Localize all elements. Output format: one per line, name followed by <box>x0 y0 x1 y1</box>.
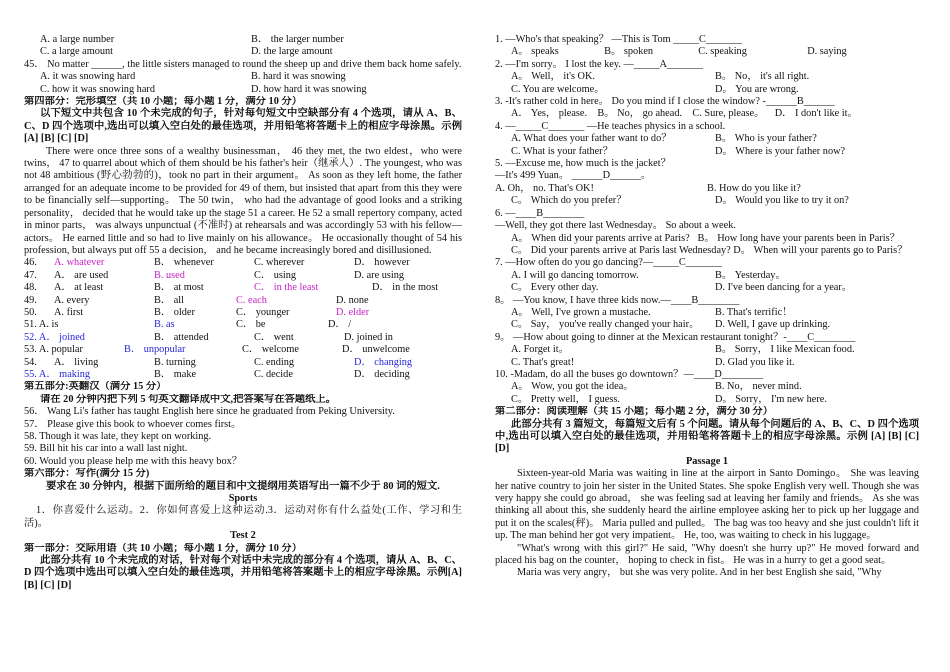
option-c: C。 Which do you prefer？ <box>511 195 627 207</box>
right-column <box>495 34 919 580</box>
translation-58: 58. Though it was late, they kept on working. <box>24 431 212 442</box>
option-a: A。 Well， it's OK. <box>511 71 595 83</box>
option-c: C． went <box>254 331 294 343</box>
option: A. a large number <box>40 34 115 45</box>
option-d: D. saying <box>807 46 847 58</box>
option-d: D. I've been dancing for a year。 <box>715 282 853 294</box>
option-a: A． Yes， please. <box>511 108 588 120</box>
option-a: A。 Wow, you got the idea。 <box>511 381 634 393</box>
passage-paragraph-3: Maria was very angry， but she was very polite. And in her best English she said, "Why <box>517 567 882 579</box>
cloze-options-53 <box>24 344 462 356</box>
dialogue-10-options-row1 <box>495 381 919 393</box>
option-a: A． at least <box>54 282 104 294</box>
dialogue-8-options-row1 <box>495 307 919 319</box>
option-a: A. Forget it。 <box>511 344 569 356</box>
option-d: D． however <box>354 257 410 269</box>
option-c: C。 Say， you've really changed your hair。 <box>511 319 700 331</box>
option-b: B。 Sorry， I like Mexican food. <box>715 344 855 356</box>
q-number: 46. <box>24 257 37 269</box>
option-c: C. What is your father？ <box>511 145 613 157</box>
option: D. the large amount <box>251 46 333 58</box>
dialogue-1-stem: 1. —Who's that speaking？ —This is Tom _____C_______ <box>495 34 742 45</box>
option-d: D． changing <box>354 356 413 368</box>
option-c: C. decide <box>254 368 293 380</box>
dialogue-5-options-row2 <box>495 195 919 207</box>
dialogue-4-options-row2 <box>495 146 919 158</box>
dialogue-7-stem: 7. —How often do you go dancing?—_____C_______ <box>495 257 722 269</box>
option-b: B。 No， it's all right. <box>715 71 810 83</box>
q44-options-row2 <box>24 46 462 58</box>
dialogue-5-options-row1 <box>495 183 919 195</box>
option-d: D。 Would you like to try it on? <box>715 195 849 207</box>
translation-56: 56． Wang Li's father has taught English here since he graduated from Peking University. <box>24 406 395 418</box>
q45-options-row1 <box>24 71 462 83</box>
cloze-options-51 <box>24 319 462 331</box>
dialogue-7-options-row1 <box>495 270 919 282</box>
q44-options-row1 <box>24 34 462 46</box>
translation-59: 59. Bill hit his car into a wall last night. <box>24 443 188 455</box>
q45-options-row2 <box>24 84 462 96</box>
option-a: A. every <box>54 294 90 306</box>
option: B. hard it was snowing <box>251 71 346 83</box>
t2-part1-title: 第一部分：交际用语（共 10 小题；每小题 1 分，满分 10 分） <box>24 542 303 554</box>
part6-title: 第六部分：写作(满分 15 分) <box>24 468 150 480</box>
option-d: D. none <box>336 294 369 306</box>
dialogue-10-options-row2 <box>495 394 919 406</box>
option-a: A. first <box>54 306 84 318</box>
option-a: A。 When did your parents arrive at Paris? <box>511 232 690 244</box>
option-a: A． are used <box>54 269 109 281</box>
option-a: A. I will go dancing tomorrow. <box>511 269 639 281</box>
dialogue-3-stem: 3. -It's rather cold in here。 Do you mind if I close the window? -______B______ <box>495 96 835 108</box>
option-b: B. used <box>154 269 185 281</box>
part5-title: 第五部分:英翻汉（满分 15 分） <box>24 381 167 393</box>
option-b: B。 Who is your father? <box>715 133 817 145</box>
part6-instruction: 要求在 30 分钟内，根据下面所给的题目和中文提纲用英语写出一篇不少于 80 词的短文. <box>46 480 440 492</box>
option-c: C. Sure, please。 <box>692 108 765 120</box>
dialogue-8-options-row2 <box>495 319 919 331</box>
option-d: D． in the most <box>372 282 439 294</box>
option-d: D。 Sorry， I'm new here. <box>715 393 827 405</box>
option-d: D. Well, I gave up drinking. <box>715 319 831 331</box>
dialogue-9-options-row2 <box>495 357 919 369</box>
option-b: B。 How long have your parents been in Paris？ <box>697 232 900 244</box>
translation-57: 57． Please give this book to whoever comes first。 <box>24 418 242 430</box>
option-a: 52. A． joined <box>24 331 85 343</box>
option-b: B． attended <box>154 331 209 343</box>
passage-paragraph-1: Sixteen-year-old Maria was waiting in line at the airport in Santo Domingo。 She was leaving her native country to join her sister in the United States. She spoke English very well. Though she was very happy she could go abroad， she was feeling sad at leaving her family and friends。 As she was thinking all about this, she suddenly heard the airline employee asking her to pick up her luggage and put it on the scales(秤)。 Maria pulled and pulled。 The bag was too heavy and she just couldn't lift it up. The man behind her got very impatient。 He, too, was waiting to check in his luggage。 <box>495 468 919 542</box>
passage-paragraph-2: "What's wrong with this girl?" He said, "Why doesn't she hurry up?" He moved forward and placed his bag on the counter， hoping to check in fist。 He was in a hurry to get a good seat。 <box>495 542 919 567</box>
cloze-options-52 <box>24 332 462 344</box>
dialogue-6-options <box>495 233 919 245</box>
option-b: B. No， never mind. <box>715 381 802 393</box>
dialogue-2-stem: 2. —I'm sorry。 I lost the key. —_____A_______ <box>495 58 703 70</box>
option-a: A。 Well, I've grown a mustache. <box>511 306 651 318</box>
test2-title: Test 2 <box>230 530 256 542</box>
q-number: 47. <box>24 269 37 281</box>
option: D. how hard it was snowing <box>251 83 367 95</box>
option-a: A. Oh， no. That's OK! <box>495 182 594 194</box>
cloze-options-46 <box>24 257 462 269</box>
option-d: D. Glad you like it. <box>715 356 795 368</box>
cloze-options-47 <box>24 270 462 282</box>
part2-instruction: 此部分共有 3 篇短文，每篇短文后有 5 个问题。请从每个问题后的 A、B、C、D 四个选项中,选出可以填入空白处的最佳选项，并用铅笔将答题卡上的相应字母涂黑。示例 [A] [B] [C] [D] <box>495 418 919 455</box>
option-c: C. wherever <box>254 257 305 269</box>
option-d: D. elder <box>336 306 370 318</box>
option-b: B． all <box>154 294 185 306</box>
passage-title: Passage 1 <box>685 455 729 467</box>
writing-outline: 1．你喜爱什么运动。2．你如何喜爱上这种运动.3．运动对你有什么益处(工作、学习和生活)。 <box>24 505 462 529</box>
option-b: B。 No， go ahead. <box>597 108 683 120</box>
option-c: C. That's great! <box>511 356 575 368</box>
dialogue-9-options-row1 <box>495 344 919 356</box>
option-b: B. How do you like it? <box>707 182 801 194</box>
writing-title: Sports <box>228 493 258 505</box>
translation-60: 60. Would you please help me with this heavy box？ <box>24 455 243 467</box>
option-d: D． unwelcome <box>342 344 410 356</box>
part4-instruction: 以下短文中共包含 10 个未完成的句子，针对每句短文中空缺部分有 4 个选项，请从 A、B、C、D 四个选项中,选出可以填入空白处的最佳选项，并用铅笔将答题卡上的相应字母涂黑。示例[A] [B] [C] [D] <box>24 108 462 145</box>
option-a: 53. A. popular <box>24 344 83 356</box>
option-c: C． using <box>254 269 297 281</box>
part2-title: 第二部分：阅读理解（共 15 小题；每小题 2 分，满分 30 分） <box>495 406 774 418</box>
option-a: A。 speaks <box>511 46 559 58</box>
dialogue-8-stem: 8。 —You know, I have three kids now.—____B________ <box>495 294 740 306</box>
option-d: D. are using <box>354 269 405 281</box>
q-number: 54. <box>24 356 37 368</box>
q-number: 49. <box>24 294 37 306</box>
cloze-options-48 <box>24 282 462 294</box>
option: A. it was snowing hard <box>40 71 136 83</box>
option-c: C． welcome <box>242 344 299 356</box>
dialogue-2-options-row2 <box>495 84 919 96</box>
option: C. how it was snowing hard <box>40 83 155 95</box>
option-a: A. whatever <box>54 257 105 269</box>
option-b: B． older <box>154 306 195 318</box>
part4-title: 第四部分：完形填空（共 10 小题；每小题 1 分，满分 10 分） <box>24 96 303 108</box>
option-b: B. That's terrific！ <box>715 306 793 318</box>
option-b: B. as <box>154 319 175 331</box>
option-d: D。 Where is your father now? <box>715 145 846 157</box>
part5-instruction: 请在 20 分钟内把下列 5 句英文翻译成中文,把答案写在答题纸上。 <box>40 393 337 405</box>
dialogue-6-stem2: —Well, they got there last Wednesday。 So about a week. <box>495 220 736 232</box>
dialogue-6-options-cd: C。 Did your parents arrive at Paris last Wednesday? D。 When will your parents go to Paris？ <box>511 244 908 256</box>
option-a: A. What does your father want to do？ <box>511 133 672 145</box>
option-a: 51. A. is <box>24 319 59 331</box>
dialogue-2-options-row1 <box>495 71 919 83</box>
dialogue-4-stem: 4. —_____C_______ —He teaches physics in a school. <box>495 120 726 132</box>
option-c: C． younger <box>236 306 290 318</box>
cloze-passage: There were once three sons of a wealthy businessman， 46 they met, the two eldest，who were twins， 47 to quarrel about which of them should be his father's heir（继承人）. The youngest, who was not 48 ambitious (野心勃勃的)，took no part in their argument。 As soon as they left home, the father arranged for an adequate income to be provided for 49 of them, but insisted that apart from this they were to be financially self—supporting。 The 50 twin， who had the advantage of good looks and a striking personality， decided that he would take up the stage 51 a career. He 52 a small repertory company, acted in minor parts， was always unpunctual (不准时) at rehearsals and was accordingly 53 with his fellow—actors。 He earned little and so had to live mainly on his allowance。 He occasionally thought of 54 his profession, but always put off 55 a decision， and he became increasingly bored and disillusioned. <box>24 145 462 256</box>
option-d: D． deciding <box>354 368 410 380</box>
option-d: D. joined in <box>344 331 393 343</box>
dialogue-5-stem: 5. —Excuse me, how much is the jacket？ <box>495 158 671 170</box>
option-b: B。 Yesterday。 <box>715 269 786 281</box>
option: B． the larger number <box>251 34 344 45</box>
option: C. a large amount <box>40 46 114 58</box>
left-column <box>24 34 462 592</box>
t2-part1-instruction: 此部分共有 10 个未完成的对话，针对每个对话中未完成的部分有 4 个选项，请从 A、B、C、D 四个选项中选出可以填入空白处的最佳选项，并用铅笔将答案题卡上的相应字母涂黑。示例[A] [B] [C] [D] <box>24 555 462 591</box>
dialogue-9-stem: 9。 —How about going to dinner at the Mexican restaurant tonight？-____C________ <box>495 331 856 343</box>
cloze-options-49 <box>24 295 462 307</box>
option-b: B． whenever <box>154 257 214 269</box>
option-c: C。 Pretty well， I guess. <box>511 393 620 405</box>
option-c: C． in the least <box>254 282 319 294</box>
option-d: D． I don't like it。 <box>774 108 858 120</box>
dialogue-1-options <box>495 46 919 58</box>
cloze-options-50 <box>24 307 462 319</box>
option-b: B。 spoken <box>604 46 654 58</box>
option-b: B． unpopular <box>124 344 186 356</box>
q45-stem: 45． No matter ______, the little sisters managed to round the sheep up and drive them back home safely. <box>24 58 462 70</box>
q-number: 48. <box>24 282 37 294</box>
cloze-options-54 <box>24 357 462 369</box>
dialogue-4-options-row1 <box>495 133 919 145</box>
option-a: 55. A． making <box>24 368 91 380</box>
option-d: D． / <box>328 319 352 331</box>
option-b: B． at most <box>154 282 204 294</box>
dialogue-6-stem: 6. —____B________ <box>495 207 585 219</box>
option-c: C． be <box>236 319 266 331</box>
dialogue-3-options <box>495 108 919 120</box>
option-c: C. ending <box>254 356 295 368</box>
option-a: A． living <box>54 356 99 368</box>
option-c: C。 Every other day. <box>511 282 599 294</box>
option-c: C. You are welcome。 <box>511 83 605 95</box>
dialogue-7-options-row2 <box>495 282 919 294</box>
cloze-options-55 <box>24 369 462 381</box>
option-b: B. turning <box>154 356 196 368</box>
option-b: B． make <box>154 368 197 380</box>
option-c: C. speaking <box>698 46 747 58</box>
q-number: 50. <box>24 306 37 318</box>
option-c: C. each <box>236 294 267 306</box>
dialogue-5-stem2: —It's 499 Yuan。 ______D______。 <box>495 170 652 182</box>
option-d: D。 You are wrong. <box>715 83 799 95</box>
dialogue-10-stem: 10. -Madam, do all the buses go downtown？—____D________ <box>495 368 763 380</box>
